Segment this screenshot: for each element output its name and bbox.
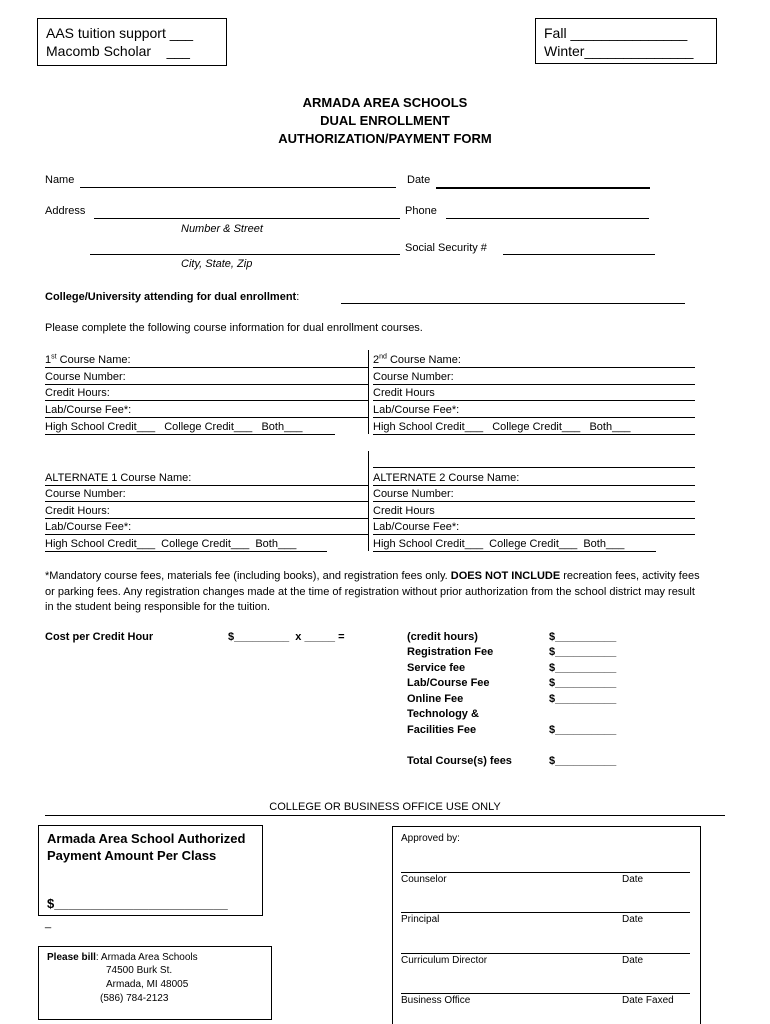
alt2-name-row[interactable]: ALTERNATE 2 Course Name: <box>373 471 695 486</box>
fee-value-lab-course[interactable]: $__________ <box>549 677 617 689</box>
course2-name-pre: 2 <box>373 354 380 366</box>
principal-signature-line[interactable] <box>401 912 690 913</box>
course1-name-sup: st <box>51 353 57 361</box>
fee-value-online[interactable]: $__________ <box>549 693 617 705</box>
fees-note <box>45 569 705 616</box>
approval-box <box>392 826 701 1024</box>
billing-name: : Armada Area Schools <box>95 952 198 963</box>
alt2-credit-row[interactable]: Credit Hours <box>373 504 695 519</box>
aas-tuition-support-checkbox[interactable]: AAS tuition support ___ <box>46 25 194 41</box>
winter-term-field[interactable]: Winter______________ <box>544 43 694 59</box>
title-line-1: ARMADA AREA SCHOOLS <box>302 95 468 110</box>
course1-number-row[interactable]: Course Number: <box>45 370 368 385</box>
form-title <box>0 94 770 148</box>
macomb-scholar-checkbox[interactable]: Macomb Scholar ___ <box>46 43 190 59</box>
name-label: Name <box>45 174 75 186</box>
instructions-text: Please complete the following course information for dual enrollment courses. <box>45 322 423 334</box>
course1-name-pre: 1 <box>45 354 52 366</box>
alt1-fee-row[interactable]: Lab/Course Fee*: <box>45 520 368 535</box>
city-state-zip-caption: City, State, Zip <box>181 258 253 270</box>
college-input[interactable] <box>341 303 685 304</box>
college-label-colon: : <box>296 291 300 303</box>
name-input[interactable] <box>80 187 396 188</box>
course2-credit-type-row[interactable]: High School Credit___ College Credit___ Both___ <box>373 420 695 435</box>
counselor-label: Counselor <box>401 874 447 885</box>
total-fees-label: Total Course(s) fees <box>407 755 512 767</box>
billing-phone: (586) 784-2123 <box>100 993 169 1004</box>
alternate-separator-line <box>373 467 695 468</box>
term-box <box>535 18 717 64</box>
course1-name-row[interactable] <box>45 353 368 368</box>
course2-name-row[interactable] <box>373 353 695 368</box>
alt1-number-row[interactable]: Course Number: <box>45 487 368 502</box>
alt2-number-row[interactable]: Course Number: <box>373 487 695 502</box>
cost-per-credit-label: Cost per Credit Hour <box>45 631 154 643</box>
date-label: Date <box>407 174 431 186</box>
course1-credit-row[interactable]: Credit Hours: <box>45 386 368 401</box>
date-input[interactable] <box>436 187 650 189</box>
fee-item-facilities: Facilities Fee <box>407 724 477 736</box>
authorized-payment-title: Armada Area School Authorized Payment Amount Per Class <box>47 831 246 863</box>
fee-value-credit-hours[interactable]: $__________ <box>549 631 617 643</box>
fee-value-service[interactable]: $__________ <box>549 662 617 674</box>
business-office-signature-line[interactable] <box>401 993 690 994</box>
counselor-date-label: Date <box>622 874 644 885</box>
tuition-type-box <box>37 18 227 66</box>
principal-label: Principal <box>401 914 440 925</box>
alt1-credit-row[interactable]: Credit Hours: <box>45 504 368 519</box>
fees-note-bold: DOES NOT INCLUDE <box>450 570 561 582</box>
alt1-credit-type-row[interactable]: High School Credit___ College Credit___ Both___ <box>45 537 327 552</box>
course2-credit-row[interactable]: Credit Hours <box>373 386 695 401</box>
number-street-caption: Number & Street <box>181 223 263 235</box>
billing-street: 74500 Burk St. <box>106 965 173 976</box>
business-office-label: Business Office <box>401 995 471 1006</box>
alt2-credit-type-row[interactable]: High School Credit___ College Credit___ Both___ <box>373 537 656 552</box>
fee-item-service: Service fee <box>407 662 466 674</box>
authorized-payment-box <box>38 825 263 916</box>
ssn-label: Social Security # <box>405 242 487 254</box>
address-street-input[interactable] <box>94 218 400 219</box>
phone-input[interactable] <box>446 218 649 219</box>
business-office-date-label: Date Faxed <box>622 995 674 1006</box>
fee-item-technology: Technology & <box>407 708 479 720</box>
fee-value-registration[interactable]: $__________ <box>549 646 617 658</box>
college-label <box>45 291 299 303</box>
course-divider-top <box>368 350 369 434</box>
curriculum-director-date-label: Date <box>622 955 644 966</box>
college-label-text: College/University attending for dual enrollment <box>45 291 297 303</box>
course2-fee-row[interactable]: Lab/Course Fee*: <box>373 403 695 418</box>
authorized-dash: _ <box>45 917 52 929</box>
alt2-fee-row[interactable]: Lab/Course Fee*: <box>373 520 695 535</box>
fee-item-online: Online Fee <box>407 693 464 705</box>
principal-date-label: Date <box>622 914 644 925</box>
cost-formula[interactable]: $_________ x _____ = <box>228 631 345 643</box>
curriculum-director-label: Curriculum Director <box>401 955 488 966</box>
alt1-name-row[interactable]: ALTERNATE 1 Course Name: <box>45 471 368 486</box>
fee-item-credit-hours: (credit hours) <box>407 631 478 643</box>
course1-credit-type-row[interactable]: High School Credit___ College Credit___ Both___ <box>45 420 335 435</box>
course2-name-sup: nd <box>379 353 387 361</box>
office-use-rule <box>45 815 725 816</box>
course1-name-label: Course Name: <box>56 354 131 366</box>
fees-note-part2: recreation fees, activity fees or parking fees. Any registration changes made at the time of registration without prior authorization from the school district may result in the student being responsible for the tuition. <box>45 570 700 613</box>
billing-box <box>38 946 272 1020</box>
fee-value-facilities[interactable]: $__________ <box>549 724 617 736</box>
fees-note-part1: *Mandatory course fees, materials fee (including books), and registration fees only. <box>45 570 451 582</box>
course1-fee-row[interactable]: Lab/Course Fee*: <box>45 403 368 418</box>
billing-label: Please bill <box>47 952 96 963</box>
authorized-amount-field[interactable]: $________________________ <box>47 896 228 911</box>
ssn-input[interactable] <box>503 254 655 255</box>
billing-name-line <box>47 952 198 963</box>
fee-item-registration: Registration Fee <box>407 646 494 658</box>
address-label: Address <box>45 205 86 217</box>
fee-item-lab-course: Lab/Course Fee <box>407 677 490 689</box>
course2-number-row[interactable]: Course Number: <box>373 370 695 385</box>
counselor-signature-line[interactable] <box>401 872 690 873</box>
course-divider-bottom <box>368 451 369 551</box>
title-line-2: DUAL ENROLLMENT <box>320 113 450 128</box>
curriculum-director-signature-line[interactable] <box>401 953 690 954</box>
title-line-3: AUTHORIZATION/PAYMENT FORM <box>278 131 492 146</box>
billing-city: Armada, MI 48005 <box>106 979 189 990</box>
approved-by-label: Approved by: <box>401 833 460 844</box>
total-fees-value[interactable]: $__________ <box>549 755 617 767</box>
phone-label: Phone <box>405 205 437 217</box>
office-use-heading: COLLEGE OR BUSINESS OFFICE USE ONLY <box>269 801 501 813</box>
address-city-input[interactable] <box>90 254 400 255</box>
course2-name-label: Course Name: <box>386 354 461 366</box>
fall-term-field[interactable]: Fall _______________ <box>544 25 688 41</box>
